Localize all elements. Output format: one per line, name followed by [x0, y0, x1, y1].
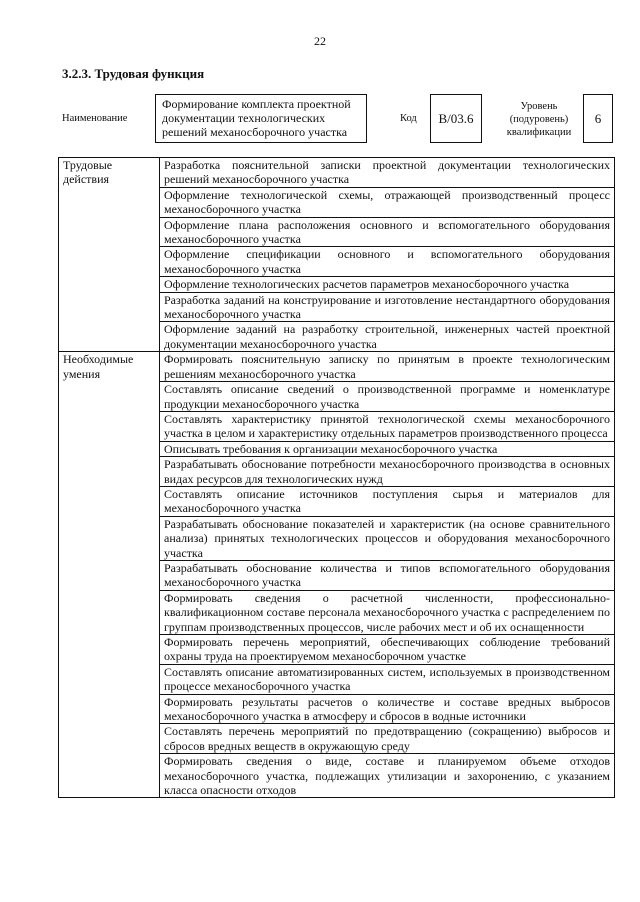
level-label: Уровень (подуровень) квалификации [506, 101, 572, 138]
required-skill-item: Формировать результаты расчетов о количестве и составе вредных выбросов механосборочного участка в атмосферу и сбросов в водные источники [160, 694, 615, 724]
required-skill-item: Разрабатывать обоснование показателей и характеристик (на основе сравнительного анализа) принятых технологических процессов и оборудования механосборочного участка [160, 516, 615, 560]
labor-action-category-label: Трудовые действия [59, 158, 160, 352]
required-skill-item: Составлять описание автоматизированных систем, используемых в производственном процессе механосборочного участка [160, 664, 615, 694]
required-skill-item: Составлять описание источников поступления сырья и материалов для механосборочного участка [160, 486, 615, 516]
labor-action-item: Оформление технологических расчетов параметров механосборочного участка [160, 277, 615, 292]
required-skill-item: Разрабатывать обоснование потребности механосборочного производства в основных видах ресурсов для технологических нужд [160, 457, 615, 487]
labor-action-item: Оформление спецификации основного и вспомогательного оборудования механосборочного участка [160, 247, 615, 277]
section-title: 3.2.3. Трудовая функция [62, 66, 205, 81]
labor-action-item: Оформление технологической схемы, отражающей производственный процесс механосборочного участка [160, 187, 615, 217]
required-skill-item: Составлять перечень мероприятий по предотвращению (сокращению) выбросов и сбросов вредных веществ в окружающую среду [160, 724, 615, 754]
required-skill-item: Составлять характеристику принятой технологической схемы механосборочного участка в целом и характеристику отдельных параметров производственного процесса [160, 411, 615, 441]
code-label: Код [400, 113, 417, 124]
required-skill-item: Формировать перечень мероприятий, обеспечивающих соблюдение требований охраны труда на проектируемом механосборочном участке [160, 635, 615, 665]
required-skill-item: Описывать требования к организации механосборочного участка [160, 441, 615, 456]
required-skill-item: Формировать пояснительную записку по принятым в проекте технологическим решениям механосборочного участка [160, 352, 615, 382]
name-label: Наименование [62, 113, 128, 124]
function-name-box: Формирование комплекта проектной документации технологических решений механосборочного участка [155, 94, 367, 143]
required-skill-item: Формировать сведения о виде, составе и планируемом объеме отходов механосборочного участка, подлежащих утилизации и захоронению, с указанием класса опасности отходов [160, 754, 615, 798]
labor-action-item: Разработка заданий на конструирование и изготовление нестандартного оборудования механосборочного участка [160, 292, 615, 322]
required-skill-item: Составлять описание сведений о производственной программе и номенклатуре продукции механосборочного участка [160, 382, 615, 412]
level-box: 6 [583, 94, 613, 143]
labor-action-row [59, 158, 615, 188]
page-number: 22 [314, 34, 326, 48]
required-skill-item: Разрабатывать обоснование количества и типов вспомогательного оборудования механосборочного участка [160, 560, 615, 590]
code-box: B/03.6 [430, 94, 482, 143]
labor-action-item: Оформление плана расположения основного и вспомогательного оборудования механосборочного участка [160, 217, 615, 247]
required-skill-category-label: Необходимые умения [59, 352, 160, 798]
labor-action-item: Разработка пояснительной записки проектной документации технологических решений механосборочного участка [160, 158, 615, 188]
labor-function-table [58, 157, 615, 798]
required-skill-item: Формировать сведения о расчетной численности, профессионально-квалификационном составе персонала механосборочного участка с распределением по группам производственных процессов, числе рабочих мест и об их оснащенности [160, 590, 615, 634]
required-skill-row [59, 352, 615, 382]
labor-action-item: Оформление заданий на разработку строительной, инженерных частей проектной документации механосборочного участка [160, 322, 615, 352]
